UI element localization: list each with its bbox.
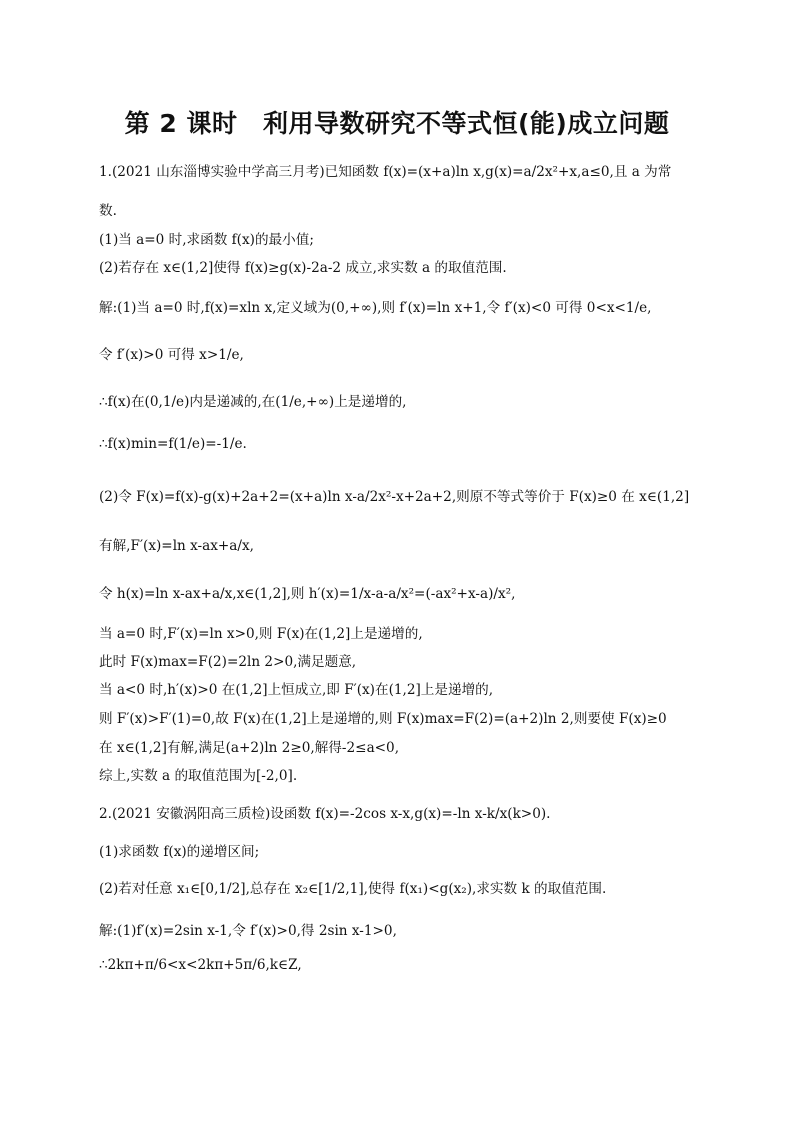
- solution-2-line-1: 解:(1)f′(x)=2sin x-1,令 f′(x)>0,得 2sin x-1>0,: [99, 923, 397, 939]
- problem-1-statement: 1.(2021 山东淄博实验中学高三月考)已知函数 f(x)=(x+a)ln x,g(x)=a/2x²+x,a≤0,且 a 为常: [99, 164, 672, 180]
- solution-1-line-6: 有解,F′(x)=ln x-ax+a/x,: [99, 538, 254, 554]
- solution-1-line-3: ∴f(x)在(0,1/e)内是递减的,在(1/e,+∞)上是递增的,: [99, 394, 407, 410]
- problem-2-part-1: (1)求函数 f(x)的递增区间;: [99, 844, 260, 860]
- solution-1-line-7: 令 h(x)=ln x-ax+a/x,x∈(1,2],则 h′(x)=1/x-a-a/x²=(-ax²+x-a)/x²,: [99, 586, 516, 602]
- problem-1-part-1: (1)当 a=0 时,求函数 f(x)的最小值;: [99, 232, 314, 248]
- problem-2-part-2: (2)若对任意 x₁∈[0,1/2],总存在 x₂∈[1/2,1],使得 f(x₁)<g(x₂),求实数 k 的取值范围.: [99, 881, 607, 897]
- solution-1-line-5: (2)令 F(x)=f(x)-g(x)+2a+2=(x+a)ln x-a/2x²-x+2a+2,则原不等式等价于 F(x)≥0 在 x∈(1,2]: [99, 489, 690, 505]
- page-title: 第 2 课时 利用导数研究不等式恒(能)成立问题: [124, 109, 670, 138]
- solution-1-line-1: 解:(1)当 a=0 时,f(x)=xln x,定义域为(0,+∞),则 f′(x)=ln x+1,令 f′(x)<0 可得 0<x<1/e,: [99, 300, 652, 316]
- solution-1-line-10: 当 a<0 时,h′(x)>0 在(1,2]上恒成立,即 F′(x)在(1,2]上是递增的,: [99, 682, 494, 698]
- solution-1-line-11: 则 F′(x)>F′(1)=0,故 F(x)在(1,2]上是递增的,则 F(x)max=F(2)=(a+2)ln 2,则要使 F(x)≥0: [99, 711, 667, 727]
- solution-1-line-2: 令 f′(x)>0 可得 x>1/e,: [99, 347, 244, 363]
- solution-2-line-2: ∴2kπ+π/6<x<2kπ+5π/6,k∈Z,: [99, 957, 302, 973]
- solution-1-line-4: ∴f(x)min=f(1/e)=-1/e.: [99, 436, 247, 452]
- solution-1-conclusion: 综上,实数 a 的取值范围为[-2,0].: [99, 768, 298, 784]
- solution-1-line-9: 此时 F(x)max=F(2)=2ln 2>0,满足题意,: [99, 654, 357, 670]
- solution-1-line-12: 在 x∈(1,2]有解,满足(a+2)ln 2≥0,解得-2≤a<0,: [99, 740, 400, 756]
- problem-2-statement: 2.(2021 安徽涡阳高三质检)设函数 f(x)=-2cos x-x,g(x)=-ln x-k/x(k>0).: [99, 806, 551, 822]
- problem-1-part-2: (2)若存在 x∈(1,2]使得 f(x)≥g(x)-2a-2 成立,求实数 a 的取值范围.: [99, 260, 507, 276]
- solution-1-line-8: 当 a=0 时,F′(x)=ln x>0,则 F(x)在(1,2]上是递增的,: [99, 626, 423, 642]
- problem-1-statement-cont: 数.: [99, 203, 117, 219]
